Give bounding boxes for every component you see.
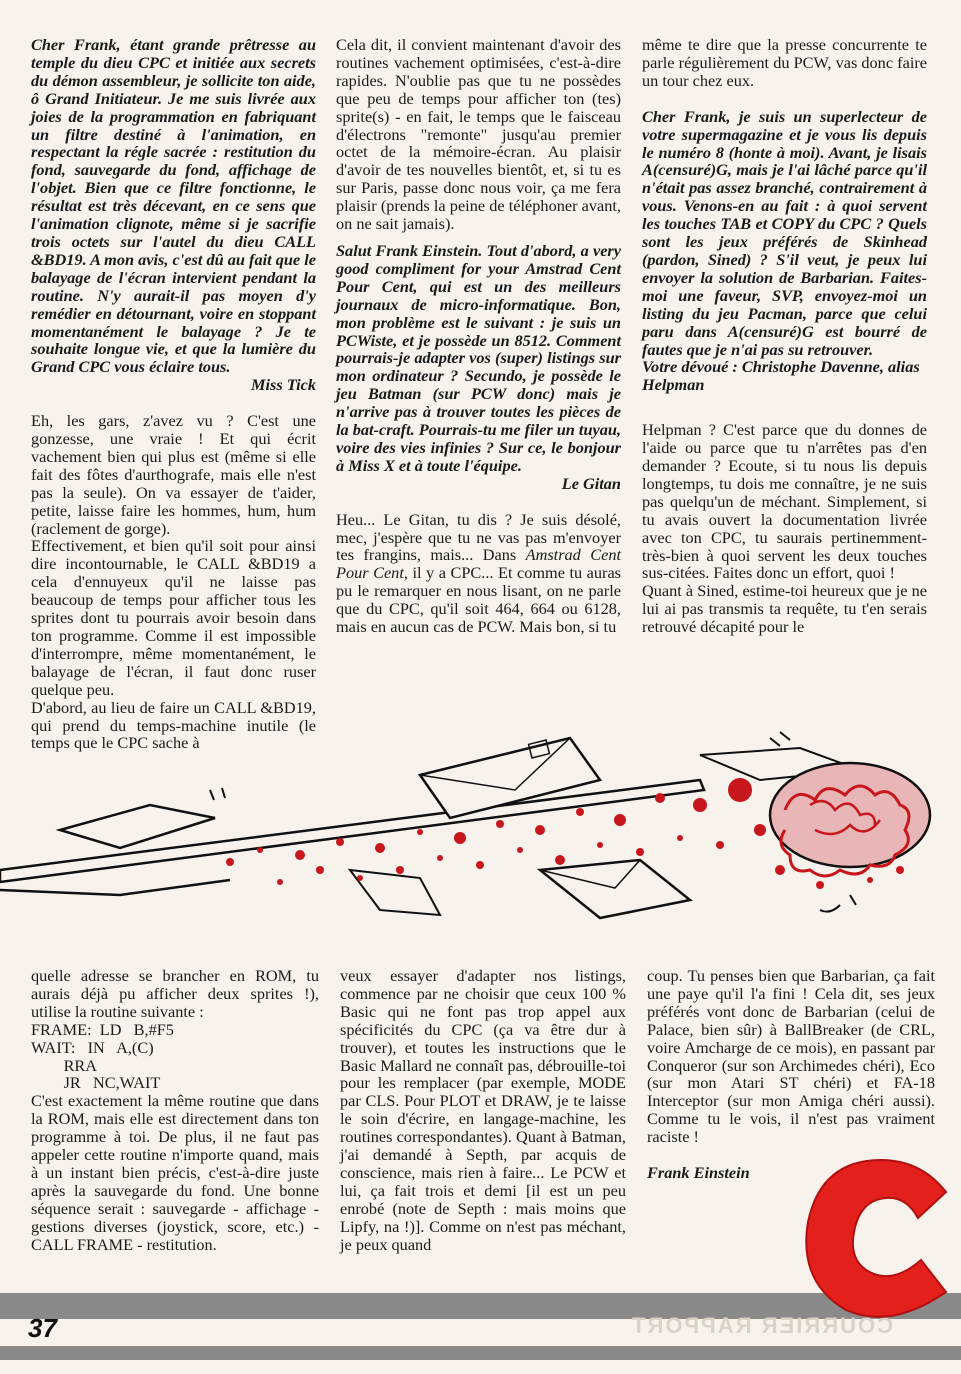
reply-paragraph: quelle adresse se brancher en ROM, tu aurais déjà pu afficher deux sprites !), utilise la routine suivante : — [31, 966, 319, 1021]
reply-paragraph: Quant à Sined, estime-toi heureux que je ne lui ai pas transmis ta requête, tu t'en serais retrouvé décapité pour le — [642, 581, 927, 637]
letter-le-gitan: Salut Frank Einstein. Tout d'abord, a very good compliment for your Amstrad Cent Pour Cent, qui est un des meilleurs journaux de micro-informatique. Bon, mon problème est le suivant : je suis un PCWiste, et je possède un 8512. Comment pourrais-je adapter vos (super) listings sur mon ordinateur ? Secundo, je possède le jeu Batman (sur PCW donc) mais je n'arrive pas à trouver toutes les pièces de la bat-craft. Pourrais-tu me filer un tuyau, voire des vies infinies ? Sur ce, le bonjour à Miss X et à toute l'équipe. — [336, 240, 621, 475]
column-1 — [31, 36, 316, 752]
reply-paragraph: Helpman ? C'est parce que du donnes de l'aide ou parce que tu n'arrêtes pas d'en demander ? Ecoute, si tu nous lis depuis longtemps, tu dois me connaître, je ne suis pas quelqu'un de méchant. Simplement, si tu avais ouvert la documentation livrée avec ton CPC, tu saurais pertinemment-très-bien à quoi servent les deux touches sus-citées. Faites donc un effort, quoi ! — [642, 420, 927, 583]
column-4 — [31, 967, 319, 1254]
magazine-title: Amstrad Cent Pour Cent — [336, 545, 621, 583]
code-line: WAIT: IN A,(C) — [31, 1037, 154, 1057]
signature-miss-tick: Miss Tick — [251, 375, 316, 395]
reply-paragraph: Eh, les gars, z'avez vu ? C'est une gonzesse, une vraie ! Et qui écrit vachement bien qui plus est (même si elle fait des fôtes d'aurthografe, mais elle n'est pas la seule). On va essayer de t'aider, petite, laisse faire les hommes, hum, hum (raclement de gorge). — [31, 411, 316, 538]
reply-paragraph: coup. Tu penses bien que Barbarian, ça fait une paye qu'il l'a fini ! Cela dit, ses jeux préférés vont donc de Barbarian (celui de Palace, bien sûr) à BallBreaker (de CRL, voire Amcharge de ce mois), en passant par Conqueror (sur son Archimedes chéri), Eco (sur mon Atari ST chéri) et FA-18 Interceptor (sur mon Amiga chéri aussi). Comme tu le vois, il n'est pas vraiment raciste ! — [647, 966, 935, 1147]
signature-le-gitan: Le Gitan — [561, 473, 621, 493]
reply-text: , il y a CPC... Et comme tu auras pu le remarquer en nous lisant, on ne parle que du CPC, qu'il soit 464, 664 ou 6128, mais en aucun cas de PCW. Mais bon, si tu — [336, 563, 622, 637]
column-3 — [642, 36, 927, 636]
page-number: 37 — [28, 1313, 57, 1343]
reply-paragraph: Effectivement, et bien qu'il soit pour ainsi dire incontournable, le CALL &BD19 a cela d'ennuyeux qu'il ne laisse pas beaucoup de temps pour afficher tous les sprites dont tu pourrais avoir besoin dans ton programme. Comme il est impossible d'interrompre, même momentanément, le balayage de l'écran, il faut donc ruser quelque peu. — [31, 536, 316, 699]
bleed-through-text: COURRIER RAPPORT — [630, 1313, 894, 1338]
letter-helpman: Cher Frank, je suis un superlecteur de votre supermagazine et je vous lis depuis le numéro 8 (honte à moi). Avant, je lisais A(censuré)G, mais je l'ai lâché parce qu'il n'était pas assez branché, contrairement à vous. Venons-en au fait : à quoi servent les touches TAB et COPY du CPC ? Quels sont les jeux préférés de Skinhead (pardon, Sined) ? S'il veut, je peux lui envoyer la solution de Barbarian. Faites-moi une faveur, SVP, envoyez-moi un listing du jeu Pacman, parce que celui paru dans A(censuré)G est bourré de fautes que je n'ai pas su retrouver. — [642, 106, 927, 359]
section-logo-c — [796, 1152, 956, 1322]
column-6 — [647, 967, 935, 1182]
reply-paragraph: C'est exactement la même routine que dans la ROM, mais elle est directement dans ton programme à toi. De plus, il ne faut pas appeler cette routine n'importe quand, mais à un instant bien précis, c'est-à-dire juste après la sauvegarde du fond. Une bonne séquence serait : sauvegarde - affichage - gestions diverses (joystick, score, etc.) - CALL FRAME - restitution. — [31, 1091, 319, 1254]
signature-frank-einstein: Frank Einstein — [647, 1163, 750, 1183]
signature-helpman: Votre dévoué : Christophe Davenne, alias Helpman — [642, 357, 920, 395]
reply-text: Heu... Le Gitan, tu dis ? Je suis désolé, mec, j'espère que tu ne vas pas m'envoyer tes frangins, mais... Dans — [336, 509, 621, 565]
reply-paragraph: Cela dit, il convient maintenant d'avoir des routines vachement optimisées, c'est-à-dire rapides. N'oublie pas que tu ne possèdes que peu de temps pour afficher ton (tes) sprite(s) - en fait, le temps que le faisceau d'électrons "remonte" jusqu'au premier octet de la mémoire-écran. Au plaisir d'avoir de tes nouvelles bientôt, et, si tu es sur Paris, passe donc nous voir, ça me fera plaisir (prends la peine de téléphoner avant, on ne sait jamais). — [336, 35, 621, 234]
reply-paragraph: même te dire que la presse concurrente te parle régulièrement du PCW, vas donc faire un tour chez eux. — [642, 35, 927, 90]
footer-band-bottom — [0, 1346, 961, 1360]
code-line: RRA — [31, 1055, 98, 1075]
reply-paragraph: veux essayer d'adapter nos listings, commence par ne choisir que ceux 100 % Basic qui ne font pas trop appel aux spécificités du CPC (ça va être dur à trouver), et toutes les instructions que le Basic Mallard ne connaît pas, débrouille-toi pour les remplacer (par exemple, MODE par CLS. Pour PLOT et DRAW, je te laisse le soin d'écrire, en langage-machine, les routines correspondantes). Quant à Batman, j'ai demandé à Septh, par acquis de conscience, mais rien à faire... Le PCW et lui, ça fait trois et demi [il est un peu enrobé (note de Septh : mais moins que Lipfy, na !)]. Comme on n'est pas méchant, je peux quand — [340, 966, 626, 1254]
code-line: JR NC,WAIT — [31, 1073, 161, 1093]
code-line: FRAME: LD B,#F5 — [31, 1019, 174, 1039]
arrow-brain-illustration — [0, 720, 961, 960]
column-5 — [340, 967, 626, 1254]
reply-paragraph: D'abord, au lieu de faire un CALL &BD19, qui prend du temps-machine inutile (le temps que le CPC sache à — [31, 697, 316, 753]
column-2 — [336, 36, 621, 636]
letter-miss-tick: Cher Frank, étant grande prêtresse au temple du dieu CPC et initiée aux secrets du démon assembleur, je sollicite ton aide, ô Grand Initiateur. Je me suis livrée aux joies de la programmation en fabriquant un filtre destiné à l'animation, en respectant la régle sacrée : restitution du fond, sauvegarde du fond, affichage de l'objet. Bien que ce filtre fonctionne, le résultat est très décevant, en ce sens que l'animation clignote, même si je sacrifie trois octets sur l'autel du dieu CALL &BD19. A mon avis, c'est dû au fait que le balayage de l'écran intervient pendant la routine. N'y aurait-il pas moyen d'y remédier en détournant, voire en stoppant momentanément le balayage ? Je te souhaite longue vie, et que la lumière du Grand CPC vous éclaire tous. — [31, 35, 316, 377]
reply-paragraph — [336, 511, 621, 636]
